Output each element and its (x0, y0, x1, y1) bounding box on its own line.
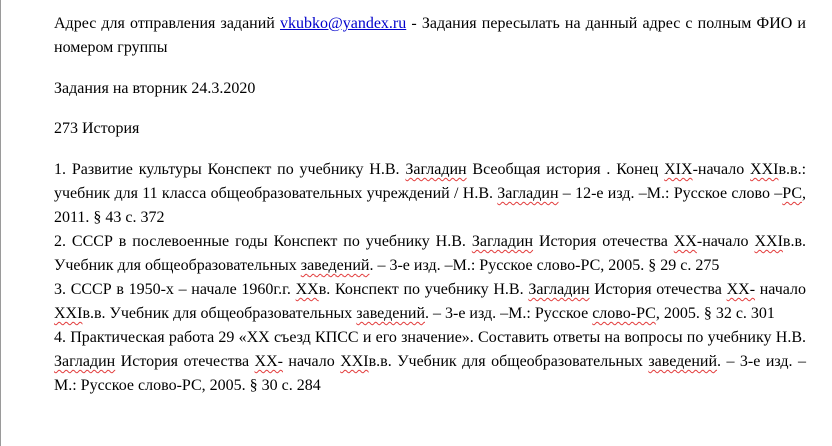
task-text: -начало (692, 161, 751, 178)
email-link[interactable]: vkubko@yandex.ru (279, 15, 407, 32)
spellcheck-word: XXI (54, 305, 83, 322)
contact-paragraph (54, 12, 806, 60)
spellcheck-word: слово-РС (592, 305, 656, 322)
task-text: Развитие культуры Конспект по учебнику Н.В. (66, 161, 406, 178)
spellcheck-word: Загладин (471, 233, 534, 250)
task-text: в. Конспект по учебнику Н.В. (318, 281, 529, 298)
task-list (54, 158, 806, 398)
task-number: 4. (54, 329, 66, 346)
task-text: в.в. Учебник для общеобразовательных (54, 233, 807, 274)
task-item-1 (54, 158, 806, 230)
group-line: 273 История (54, 120, 140, 137)
task-text: . – 3-е изд. –М.: Русское слово-РС, 2005. § 29 с. 275 (369, 257, 720, 274)
task-item-3 (54, 278, 806, 326)
spellcheck-word: Загладин (528, 281, 590, 298)
contact-text: Адрес для отправления заданий (54, 15, 280, 32)
contact-instructions: - Задания пересылать на данный адрес с полным ФИО и номером группы (54, 15, 806, 56)
spellcheck-word: заведений (648, 353, 718, 370)
task-text: СССР в послевоенные годы Конспект по учебнику Н.В. (66, 233, 472, 250)
spellcheck-word: заведений (356, 305, 425, 322)
date-line: Задания на вторник 24.3.2020 (54, 80, 256, 97)
task-text: . – 3-е изд. –М.: Русское (425, 305, 593, 322)
task-text: Всеобщая история . Конец (466, 161, 665, 178)
spellcheck-word: Загладин (405, 161, 467, 178)
task-text: История отечества (115, 353, 255, 370)
spellcheck-word: Загладин (54, 353, 116, 370)
spellcheck-word: XXI (750, 161, 779, 178)
task-text: , 2011. § 43 с. 372 (54, 185, 806, 226)
task-text: . – 3-е изд. –М.: Русское слово-РС, 2005. § 30 с. 284 (54, 353, 807, 394)
spellcheck-word: XX- (254, 353, 283, 370)
task-text: СССР в 1950-х – начале 1960г.г. (66, 281, 296, 298)
task-item-4 (54, 326, 806, 398)
spellcheck-word: заведений (300, 257, 370, 274)
task-text: – 12-е изд. –М.: Русское слово – (558, 185, 783, 202)
spellcheck-word: Загладин (497, 185, 559, 202)
task-text: в.в.: учебник для 11 класса общеобразовательных учреждений / Н.В. (54, 161, 807, 202)
task-text: -начало (696, 233, 755, 250)
page-left-edge (0, 0, 1, 446)
task-text: в.в. Учебник для общеобразовательных (368, 353, 649, 370)
task-text: начало (282, 353, 341, 370)
spellcheck-word: РС (782, 185, 802, 202)
task-number: 1. (54, 161, 66, 178)
task-text: в.в. Учебник для общеобразовательных (82, 305, 357, 322)
task-number: 2. (54, 233, 66, 250)
task-text: История отечества (533, 233, 674, 250)
task-item-2 (54, 230, 806, 278)
spellcheck-word: XXI (340, 353, 369, 370)
document-body (54, 12, 806, 398)
task-text: Практическая работа 29 «XX съезд КПСС и его значение». Составить ответы на вопросы по учебнику Н.В. (66, 329, 806, 346)
task-number: 3. (54, 281, 66, 298)
task-text: История отечества (589, 281, 727, 298)
spellcheck-word: XX (673, 233, 697, 250)
task-text: начало (755, 281, 807, 298)
spellcheck-word: XX (295, 281, 319, 298)
task-text: , 2005. § 32 с. 301 (655, 305, 775, 322)
spellcheck-word: XX- (726, 281, 756, 298)
spellcheck-word: XXI (754, 233, 783, 250)
spellcheck-word: XIX (664, 161, 693, 178)
